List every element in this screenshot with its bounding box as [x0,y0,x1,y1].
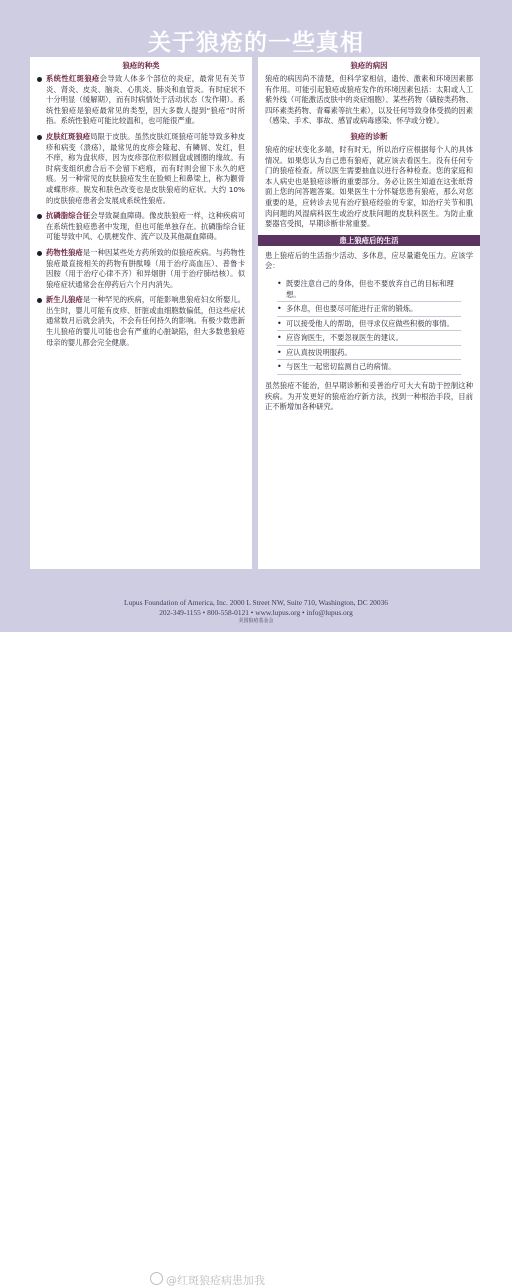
footer [0,598,512,626]
list-item [37,132,245,206]
term-description: 是一种因某些处方药所致的似狼疮疾病。与药物性狼疮最直接相关的药物有肼酞嗪（用于治疗高血压）、普鲁卡因胺（用于治疗心律不齐）和异烟肼（用于治疗肺结核）。似狼疮症状通常会在停药后六个月内消失。 [46,247,246,289]
term-sle: 系统性红斑狼疮 [46,74,100,83]
list-item: • 应认真按说明服药。 [277,348,461,361]
list-item: • 多休息，但也要尽可能进行正常的锻炼。 [277,304,461,317]
term-neonatal: 新生儿狼疮 [46,295,83,305]
footer-address: Lupus Foundation of America, Inc. 2000 L Street NW, Suite 710, Washington, DC 20036 [124,598,388,607]
causes-text: 狼疮的病因尚不清楚，但科学家相信，遗传、激素和环境因素都有作用。可能引起狼疮或狼疮发作的环境因素包括：太阳或人工紫外线（可能激活皮肤中的炎症细胞）、某些药物（磺胺类药物、四环素类药物、青霉素等抗生素），以及任何导致身体受损的因素（感染、手术、事故、感冒或病毒感染、怀孕或分娩）。 [265,74,473,126]
list-item [37,295,245,348]
list-item [37,211,245,243]
term-drug-induced: 药物性狼疮 [46,247,83,257]
list-item: • 与医生一起密切监测自己的病情。 [277,362,461,375]
term-description: 会导致人体多个部位的炎症，最常见有关节炎、肾炎、皮炎、脑炎、心肌炎、肺炎和血管炎。有时症状不十分明显（缓解期），而有时病情处于活动状态（发作期）。系统性狼疮是狼疮最常见的类型，因大多数人提到“狼疮”时所指。系统性狼疮可能比较温和，也可能很严重。 [46,74,246,126]
term-cutaneous-lupus: 皮肤红斑狼疮 [46,131,91,141]
list-item: • 可以接受他人的帮助，但寻求仅应做些积极的事情。 [277,319,461,332]
section-heading-diagnosis: 狼疮的诊断 [350,131,388,141]
section-heading-living: 患上狼疮后的生活 [258,235,480,246]
list-item: • 既要注意自己的身体，但也不要放弃自己的目标和理想。 [277,279,461,302]
page-title: 关于狼疮的一些真相 [148,30,364,56]
living-intro: 患上狼疮后的生活指少活动、多休息，应尽量避免压力。应该学会： [265,250,473,271]
bottom-bar [0,632,512,1287]
watermark-text: @红斑狼疮病患加我 [166,1274,265,1287]
right-column [258,57,480,569]
footer-org-cn: 美国狼疮基金会 [238,619,274,624]
left-column [30,57,252,569]
list-item [37,74,245,127]
living-outro: 虽然狼疮不能治，但早期诊断和妥善治疗可大大有助于控制这种疾病。为开发更好的狼疮治疗新方法，找到一种根治手段，目前正不断增加各种研究。 [265,381,473,412]
footer-contact: 202-349-1155 • 800-558-0121 • www.lupus.org • info@lupus.org [159,608,353,617]
diagnosis-text: 狼疮的症状变化多端，时有时无，所以治疗应根据每个人的具体情况。如果您认为自己患有狼疮，就应该去看医生。没有任何专门的狼疮检查。所以医生需要抽血以进行各种检查。您的家庭和本人病史也是狼疮诊断的重要部分。务必让医生知道在这张纸背面上您的问答题答案。如果医生十分怀疑您患有狼疮，那么对您重要的是，应转诊去见有治疗狼疮经验的专家，如治疗关节和肌肉问题的风湿病科医生或治疗皮肤问题的皮肤科医生。为防止重要器官受损，早期诊断非常重要。 [265,144,473,229]
term-description: 是一种罕见的疾病，可能影响患狼疮妇女所娶儿。出生时，婴儿可能有皮疹、肝脏或血细胞数偏低，但这些症状通常数月后就会消失，不会有任何持久的影响。有极少数患新生儿狼疮的婴儿可能也会有严重的心脏缺陷，但大多数患狼疮母亲的婴儿都会完全健康。 [46,295,246,347]
term-description: 会导致凝血障碍。像皮肤狼疮一样，这种疾病可在系统性狼疮患者中发现，但也可能单独存在。抗磷脂综合征可能导致中风、心肌梗发作、流产以及其他凝血障碍。 [46,211,246,242]
list-item: • 应咨询医生，不要忽视医生的建议。 [277,333,461,346]
living-tips-list [277,277,461,375]
term-antiphospholipid: 抗磷脂综合征 [46,211,91,221]
weibo-icon [150,1272,163,1285]
list-item [37,248,245,290]
section-heading-causes: 狼疮的病因 [350,61,388,70]
page-background [0,0,512,632]
term-description: 局限于皮肤。虽然皮肤红斑狼疮可能导致多种皮疹和病变（溃疡），最常见的皮疹会隆起、有鳞屑、发红，但不痒，称为盘状疹，因为皮疹部位形似圆盘或圆圈的缘故。有时病变组织愈合后不会留下疤痕，而有时则会留下永久的疤痕。另一种常见的皮肤狼疮发生在脸颊上和鼻梁上，称为颧骨或蝶形疹。脱发和肤色改变也是皮肤狼疮的症状。大约 10%的皮肤狼疮患者会发展成系统性狼疮。 [46,131,246,205]
section-heading-types: 狼疮的种类 [122,61,160,70]
